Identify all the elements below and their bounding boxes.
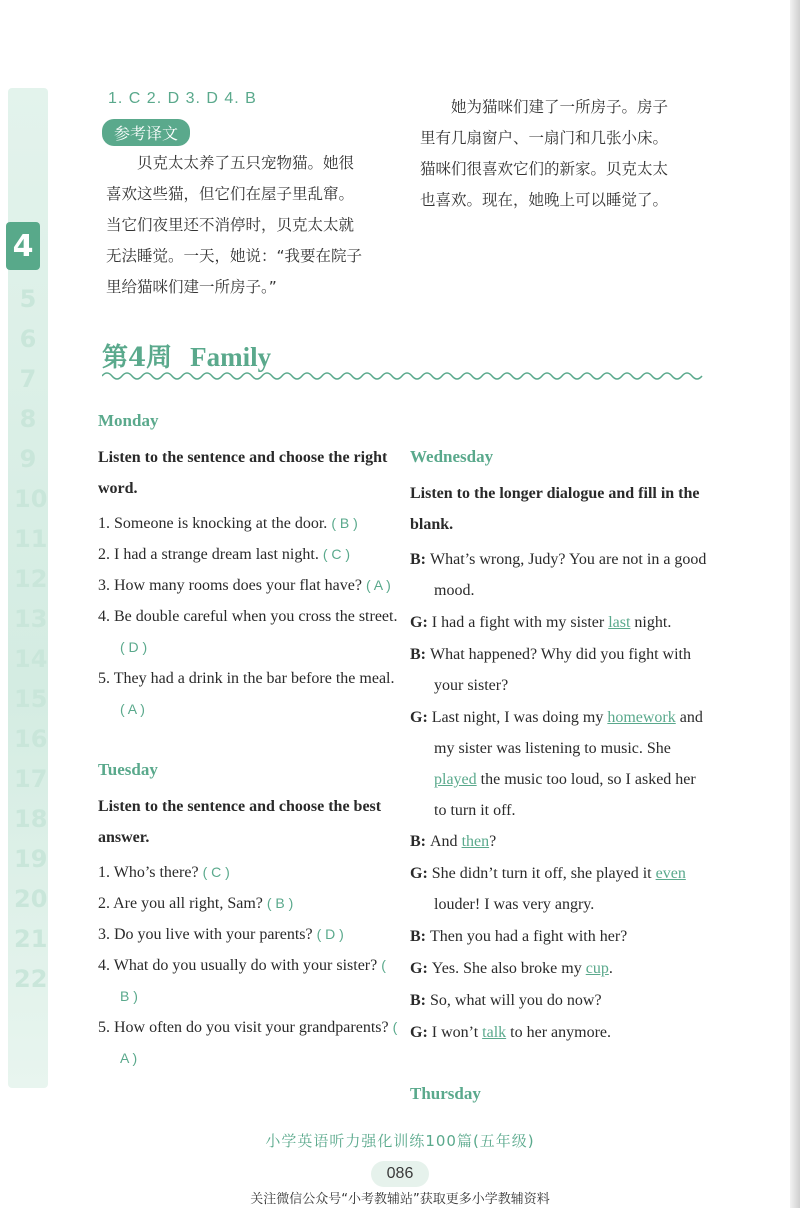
- speaker: G: [410, 709, 423, 726]
- line-text: night.: [630, 614, 672, 631]
- tuesday-question: [98, 857, 398, 888]
- translation-left: [106, 148, 406, 303]
- tuesday-instruction: Listen to the sentence and choose the best answer.: [98, 798, 382, 846]
- question-text: 5. They had a drink in the bar before the meal.: [98, 670, 395, 687]
- side-index-number[interactable]: 20: [14, 885, 48, 913]
- speaker: G: [410, 865, 423, 882]
- dialogue-line: B: So, what will you do now?: [410, 992, 602, 1009]
- translation-line: 也喜欢。现在，她晚上可以睡觉了。: [420, 191, 669, 209]
- line-text: louder! I was very angry.: [434, 896, 595, 913]
- side-index-number[interactable]: 10: [14, 485, 48, 513]
- thursday-heading: Thursday: [410, 1084, 481, 1103]
- question-text: 1. Someone is knocking at the door.: [98, 515, 328, 532]
- wednesday-heading: Wednesday: [410, 447, 494, 466]
- side-index-number[interactable]: 12: [14, 565, 48, 593]
- speaker: B: [410, 833, 421, 850]
- dialogue-line: B: And then?: [410, 833, 497, 850]
- footer-note: 关注微信公众号“小考教辅站”获取更多小学教辅资料: [250, 1192, 550, 1207]
- tuesday-question: [98, 919, 398, 950]
- line-text: What happened? Why did you fight with your sister?: [430, 646, 691, 694]
- side-index-number[interactable]: 5: [19, 285, 37, 313]
- translation-line: 贝克太太养了五只宠物猫。她很: [137, 154, 355, 172]
- dialogue-line: G: She didn’t turn it off, she played it even louder! I was very angry.: [410, 865, 686, 913]
- monday-question: [98, 508, 398, 539]
- side-index-number[interactable]: 11: [14, 525, 48, 553]
- dialogue-line: G: I had a fight with my sister last night.: [410, 614, 672, 631]
- translation-line: 无法睡觉。一天，她说：“我要在院子: [106, 247, 363, 265]
- question-text: 2. I had a strange dream last night.: [98, 546, 319, 563]
- answer: ( A ): [365, 577, 391, 593]
- line-text: She didn’t turn it off, she played it: [431, 865, 656, 882]
- spacer: [98, 725, 398, 755]
- speaker: G: [410, 614, 423, 631]
- answer: ( C ): [202, 864, 230, 880]
- line-text: the music too loud, so I asked her to turn it off.: [434, 771, 696, 819]
- translation-line: 里有几扇窗户、一扇门和几张小床。: [420, 129, 669, 147]
- week-title-cn: 第4周: [102, 343, 173, 373]
- speaker: G: [410, 960, 423, 977]
- side-index-number[interactable]: 16: [14, 725, 48, 753]
- spacer: [410, 1049, 710, 1079]
- side-index-number[interactable]: 13: [14, 605, 48, 633]
- monday-question: [98, 539, 398, 570]
- translation-line: 里给猫咪们建一所房子。”: [106, 278, 277, 296]
- line-text: Yes. She also broke my: [431, 960, 586, 977]
- question-text: 4. What do you usually do with your sister?: [98, 957, 378, 974]
- answer: ( B ): [331, 515, 358, 531]
- question-text: 5. How often do you visit your grandparents?: [98, 1019, 389, 1036]
- page-edge: [790, 0, 800, 1208]
- translation-line: 猫咪们很喜欢它们的新家。贝克太太: [420, 160, 669, 178]
- monday-heading: Monday: [98, 411, 159, 430]
- monday-instruction: Listen to the sentence and choose the right word.: [98, 449, 388, 497]
- side-index-number[interactable]: 8: [19, 405, 37, 433]
- left-column: [98, 406, 398, 1074]
- question-text: 3. How many rooms does your flat have?: [98, 577, 362, 594]
- dialogue-line: G: Yes. She also broke my cup.: [410, 960, 613, 977]
- question-text: 3. Do you live with your parents?: [98, 926, 313, 943]
- tuesday-question: [98, 888, 398, 919]
- answer: ( A ): [120, 1019, 398, 1066]
- speaker: B: [410, 928, 421, 945]
- answer: ( B ): [266, 895, 294, 911]
- filled-blank: then: [461, 833, 490, 850]
- side-index-number[interactable]: 15: [14, 685, 48, 713]
- translation-line: 她为猫咪们建了一所房子。房子: [451, 98, 669, 116]
- filled-blank: played: [434, 771, 477, 788]
- answer: ( D ): [316, 926, 344, 942]
- side-index-number[interactable]: 18: [14, 805, 48, 833]
- answer: ( B ): [120, 957, 386, 1004]
- filled-blank: cup: [585, 960, 609, 977]
- line-text: And: [430, 833, 462, 850]
- line-text: So, what will you do now?: [430, 992, 602, 1009]
- side-index-number[interactable]: 22: [14, 965, 48, 993]
- page-number: 086: [371, 1161, 429, 1187]
- translation-right: [420, 92, 720, 216]
- book-title: 小学英语听力强化训练100篇(五年级): [265, 1132, 535, 1150]
- monday-question: [98, 601, 398, 663]
- tuesday-question: [98, 1012, 398, 1074]
- week-title: [102, 337, 271, 374]
- dialogue-line: G: I won’t talk to her anymore.: [410, 1024, 612, 1041]
- line-text: I won’t: [431, 1024, 483, 1041]
- filled-blank: homework: [607, 709, 676, 726]
- speaker: B: [410, 992, 421, 1009]
- dialogue-line: B: Then you had a fight with her?: [410, 928, 628, 945]
- side-index-number[interactable]: 17: [14, 765, 48, 793]
- side-index-number[interactable]: 21: [14, 925, 48, 953]
- week-index-tab[interactable]: 4: [6, 222, 40, 270]
- translation-line: 当它们夜里还不消停时，贝克太太就: [106, 216, 355, 234]
- line-text: .: [608, 960, 613, 977]
- line-text: Last night, I was doing my: [431, 709, 608, 726]
- line-text: What’s wrong, Judy? You are not in a good mood.: [430, 551, 707, 599]
- line-text: ?: [489, 833, 497, 850]
- side-index-number[interactable]: 14: [14, 645, 48, 673]
- monday-question: [98, 663, 398, 725]
- answer: ( A ): [120, 701, 145, 717]
- question-text: 4. Be double careful when you cross the street.: [98, 608, 398, 625]
- dialogue-line: B: What’s wrong, Judy? You are not in a good mood.: [410, 551, 707, 599]
- speaker: B: [410, 551, 421, 568]
- wavy-divider: [102, 370, 706, 382]
- question-text: 1. Who’s there?: [98, 864, 199, 881]
- answer: ( D ): [120, 639, 148, 655]
- translation-line: 喜欢这些猫，但它们在屋子里乱窜。: [106, 185, 355, 203]
- wednesday-instruction: Listen to the longer dialogue and fill in the blank.: [410, 485, 700, 533]
- speaker: G: [410, 1024, 423, 1041]
- side-index-number[interactable]: 7: [19, 365, 37, 393]
- answer-key: 1. C 2. D 3. D 4. B: [108, 90, 257, 107]
- line-text: to her anymore.: [506, 1024, 612, 1041]
- dialogue-line: B: What happened? Why did you fight with your sister?: [410, 646, 691, 694]
- right-column: [410, 442, 710, 1115]
- speaker: B: [410, 646, 421, 663]
- line-text: I had a fight with my sister: [431, 614, 609, 631]
- side-index-numbers: [14, 285, 48, 1005]
- week-title-en: Family: [190, 342, 272, 372]
- reference-translation-label: 参考译文: [102, 119, 190, 146]
- answer: ( C ): [322, 546, 351, 562]
- line-text: and my sister was listening to music. She: [434, 709, 703, 757]
- side-index-number[interactable]: 19: [14, 845, 48, 873]
- dialogue-line: G: Last night, I was doing my homework and my sister was listening to music. She played the music too loud, so I asked her to turn it off.: [410, 709, 703, 819]
- side-index-number[interactable]: 9: [19, 445, 37, 473]
- line-text: Then you had a fight with her?: [430, 928, 628, 945]
- tuesday-question: [98, 950, 398, 1012]
- filled-blank: last: [608, 614, 631, 631]
- tuesday-heading: Tuesday: [98, 760, 158, 779]
- monday-question: [98, 570, 398, 601]
- question-text: 2. Are you all right, Sam?: [98, 895, 263, 912]
- side-index-number[interactable]: 6: [19, 325, 37, 353]
- filled-blank: talk: [482, 1024, 507, 1041]
- filled-blank: even: [655, 865, 686, 882]
